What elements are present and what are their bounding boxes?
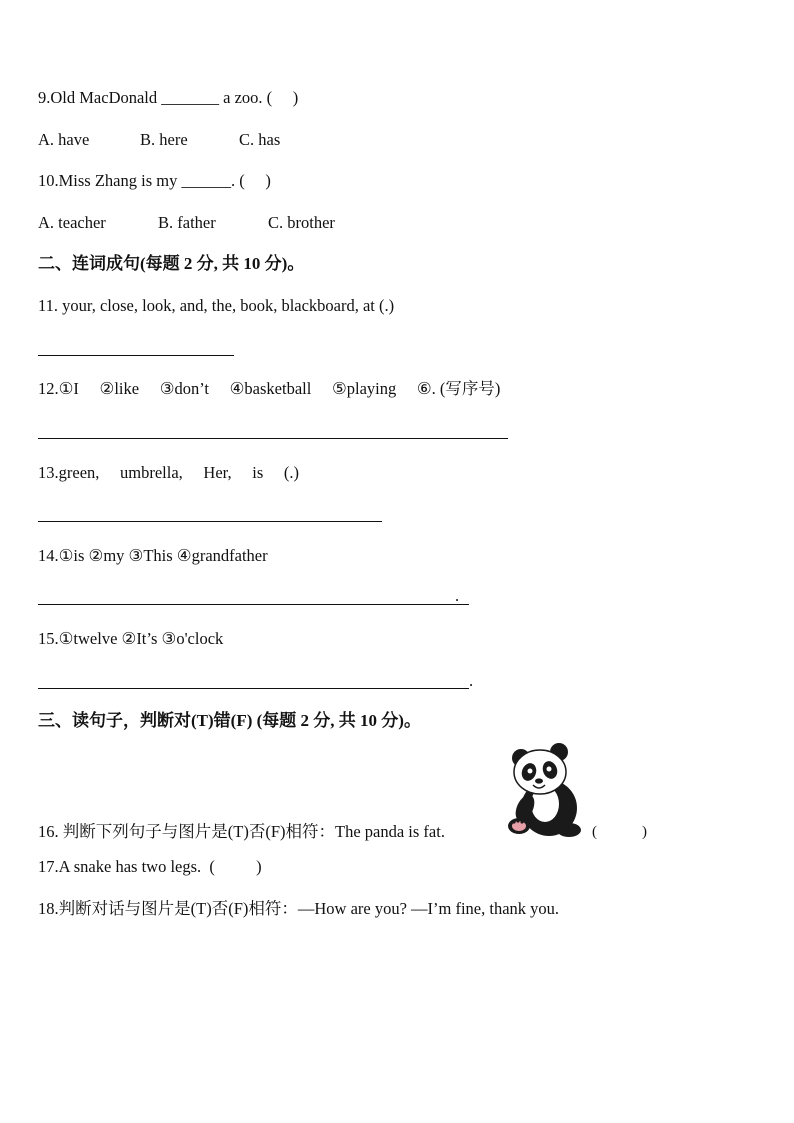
q12-answer-line: [38, 438, 508, 439]
q15-stem: 15.①twelve ②It’s ③o'clock: [38, 629, 224, 648]
q10-option-c: C. brother: [268, 213, 335, 232]
q17-stem: 17.A snake has two legs. ( ): [38, 857, 262, 876]
section3-title: 三、读句子，判断对(T)错(F) (每题 2 分, 共 10 分)。: [38, 711, 421, 730]
q13-stem: 13.green, umbrella, Her, is (.): [38, 463, 299, 482]
q12-stem: 12.①I ②like ③don’t ④basketball ⑤playing ⑥. (写序号): [38, 379, 501, 398]
q9-option-c: C. has: [239, 130, 281, 149]
panda-icon: [505, 742, 587, 838]
q10-option-b: B. father: [158, 213, 216, 232]
q15-answer-line: [38, 688, 469, 689]
q14-period: .: [455, 586, 460, 605]
q13-answer-line: [38, 521, 382, 522]
q11-stem: 11. your, close, look, and, the, book, blackboard, at (.): [38, 296, 395, 315]
q15-period: .: [469, 671, 474, 690]
q16-stem: 16. 判断下列句子与图片是(T)否(F)相符：The panda is fat.: [38, 822, 445, 841]
q9-stem: 9.Old MacDonald _______ a zoo. ( ): [38, 88, 299, 107]
q14-stem: 14.①is ②my ③This ④grandfather: [38, 546, 268, 565]
q10-stem: 10.Miss Zhang is my ______. ( ): [38, 171, 271, 190]
q14-answer-line: [38, 604, 469, 605]
q16-answer-paren: ( ): [592, 824, 647, 840]
q11-answer-line: [38, 355, 234, 356]
section2-title: 二、连词成句(每题 2 分, 共 10 分)。: [38, 254, 305, 273]
q18-stem: 18.判断对话与图片是(T)否(F)相符：—How are you? —I’m fine, thank you.: [38, 899, 560, 918]
q10-option-a: A. teacher: [38, 213, 106, 232]
q9-option-a: A. have: [38, 130, 90, 149]
q9-option-b: B. here: [140, 130, 188, 149]
